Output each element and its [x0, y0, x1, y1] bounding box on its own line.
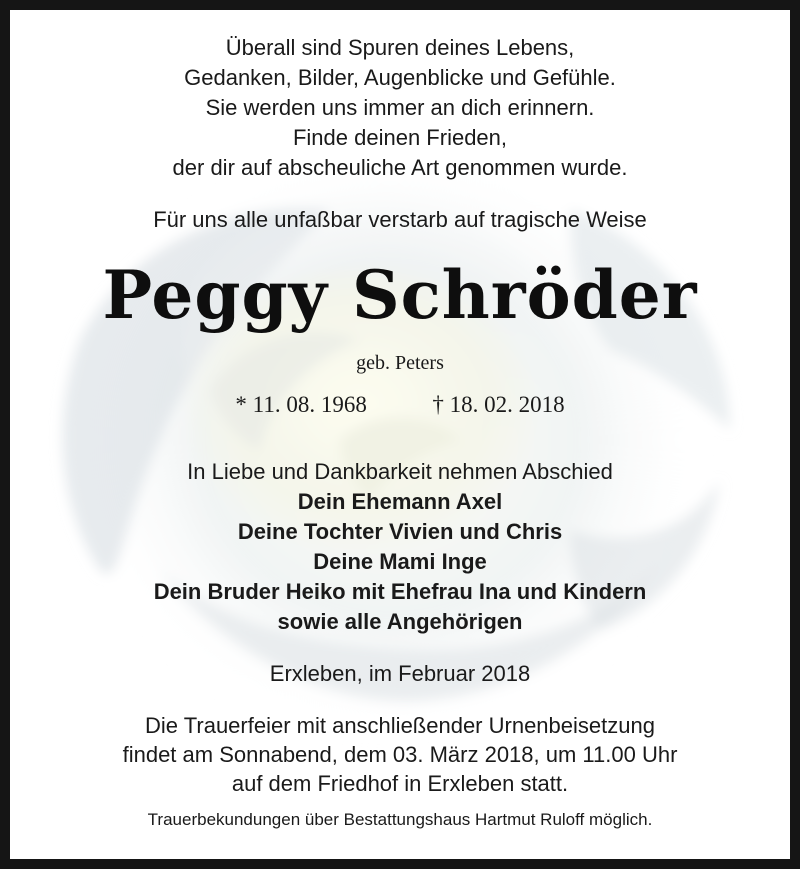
mourners-intro: In Liebe und Dankbarkeit nehmen Abschied [187, 459, 613, 484]
mourner-line: Dein Bruder Heiko mit Ehefrau Ina und Kindern [153, 579, 647, 604]
mourner-line: Deine Mami Inge [313, 549, 487, 574]
deceased-name: Peggy Schröder [102, 256, 698, 334]
service-line: auf dem Friedhof in Erxleben statt. [231, 771, 569, 796]
notice-content [10, 10, 790, 859]
service-line: Die Trauerfeier mit anschließender Urnenbeisetzung [145, 713, 655, 738]
intro-text: Für uns alle unfaßbar verstarb auf tragische Weise [153, 207, 647, 232]
mourner-line: Dein Ehemann Axel [297, 489, 503, 514]
mourner-line: sowie alle Angehörigen [277, 609, 523, 634]
poem-line: Finde deinen Frieden, [292, 125, 508, 150]
life-dates [10, 392, 790, 418]
footer-note: Trauerbekundungen über Bestattungshaus Hartmut Ruloff möglich. [147, 810, 653, 829]
poem-line: Überall sind Spuren deines Lebens, [225, 35, 575, 60]
mourner-line: Deine Tochter Vivien und Chris [237, 519, 563, 544]
service-line: findet am Sonnabend, dem 03. März 2018, um 11.00 Uhr [122, 742, 678, 767]
poem-line: Gedanken, Bilder, Augenblicke und Gefühle. [184, 65, 616, 90]
maiden-name: geb. Peters [356, 352, 444, 374]
birth-date: * 11. 08. 1968 [235, 392, 367, 417]
poem-line: der dir auf abscheuliche Art genommen wurde. [172, 155, 628, 180]
poem-line: Sie werden uns immer an dich erinnern. [205, 95, 595, 120]
death-date: † 18. 02. 2018 [432, 392, 565, 417]
place-date: Erxleben, im Februar 2018 [269, 661, 531, 686]
